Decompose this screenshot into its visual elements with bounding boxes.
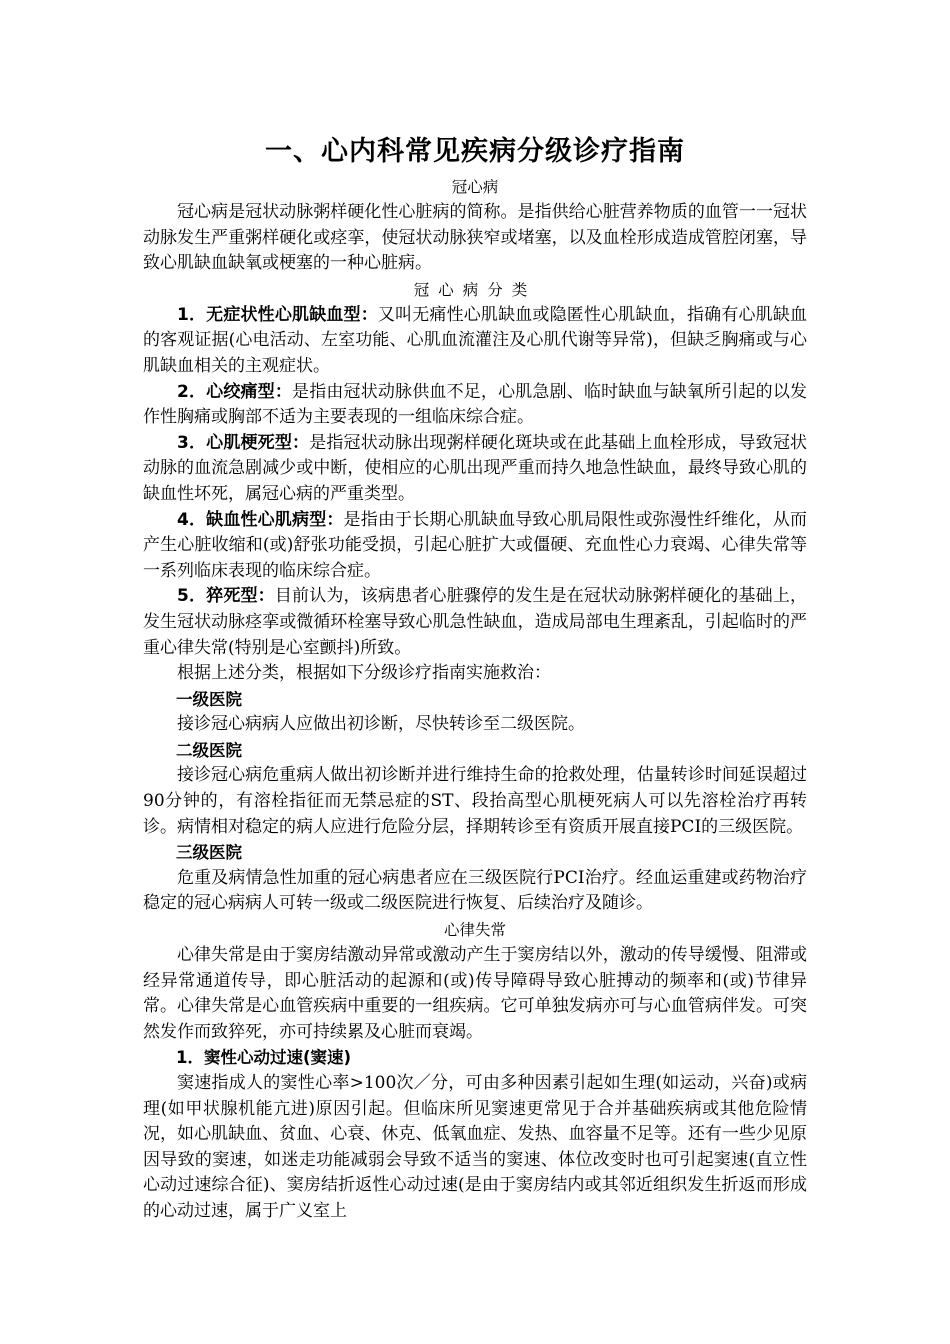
subsection-heading-sinus-tachycardia: 1．窦性心动过速(窦速) <box>176 1048 352 1068</box>
section-heading-classification: 冠心病分类 <box>413 280 537 299</box>
section-heading-chd: 冠心病 <box>451 178 499 196</box>
chd-type-label: 5．猝死型： <box>177 586 275 607</box>
chd-type-paragraph <box>143 380 807 431</box>
arrhythmia-intro-paragraph: 心律失常是由于窦房结激动异常或激动产生于窦房结以外，激动的传导缓慢、阻滞或经异常通道传导，即心脏活动的起源和(或)传导障碍导致心脏搏动的频率和(或)节律异常。心律失常是心血管疾病中重要的一组疾病。它可单独发病亦可与心血管病伴发。可突然发作而致猝死，亦可持续累及心脏而衰竭。 <box>143 945 807 1042</box>
chd-type-label: 1．无症状性心肌缺血型： <box>177 304 378 325</box>
chd-type-text: 目前认为，该病患者心脏骤停的发生是在冠状动脉粥样硬化的基础上，发生冠状动脉痉挛或微循环栓塞导致心肌急性缺血，造成局部电生理紊乱，引起临时的严重心律失常(特别是心室颤抖)所致。 <box>143 586 807 658</box>
chd-type-paragraph <box>143 303 807 380</box>
level-text-secondary: 接诊冠心病危重病人做出初诊断并进行维持生命的抢救处理，估量转诊时间延误超过90分钟的，有溶栓指征而无禁忌症的ST、段抬高型心肌梗死病人可以先溶栓治疗再转诊。病情相对稳定的病人应进行危险分层，择期转诊至有资质开展直接PCI的三级医院。 <box>143 765 807 837</box>
chd-type-label: 3．心肌梗死型： <box>177 432 310 453</box>
chd-type-label: 2．心绞痛型： <box>177 381 293 402</box>
level-heading-secondary: 二级医院 <box>176 740 242 760</box>
chd-type-paragraph <box>143 431 807 508</box>
chd-type-label: 4．缺血性心肌病型： <box>177 509 344 530</box>
level-text-primary: 接诊冠心病病人应做出初诊断，尽快转诊至二级医院。 <box>177 714 585 735</box>
page-title: 一、心内科常见疾病分级诊疗指南 <box>265 136 685 167</box>
document-body <box>143 134 807 1225</box>
sinus-tachycardia-paragraph: 窦速指成人的窦性心率>100次／分，可由多种因素引起如生理(如运动，兴奋)或病理(如甲状腺机能亢进)原因引起。但临床所见窦速更常见于合并基础疾病或其他危险情况，如心肌缺血、贫血、心衰、休克、低氧血症、发热、血容量不足等。还有一些少见原因导致的窦速，如迷走功能减弱会导致不适当的窦速、体位改变时也可引起窦速(直立性心动过速综合征)、窦房结折返性心动过速(是由于窦房结内或其邻近组织发生折返而形成的心动过速，属于广义室上 <box>143 1073 807 1221</box>
chd-type-text: 是指冠状动脉出现粥样硬化斑块或在此基础上血栓形成，导致冠状动脉的血流急剧减少或中断，使相应的心肌出现严重而持久地急性缺血，最终导致心肌的缺血性坏死，属冠心病的严重类型。 <box>143 432 807 504</box>
chd-type-text: 又叫无痛性心肌缺血或隐匿性心肌缺血，指确有心肌缺血的客观证据(心电活动、左室功能、心肌血流灌注及心肌代谢等异常)，但缺乏胸痛或与心肌缺血相关的主观症状。 <box>143 304 808 376</box>
chd-type-paragraph <box>143 508 807 585</box>
guide-intro-paragraph: 根据上述分类，根据如下分级诊疗指南实施救治： <box>177 663 551 684</box>
chd-intro-paragraph: 冠心病是冠状动脉粥样硬化性心脏病的简称。是指供给心脏营养物质的血管一一冠状动脉发生严重粥样硬化或痉挛，使冠状动脉狭窄或堵塞，以及血栓形成造成管腔闭塞，导致心肌缺血缺氧或梗塞的一种心脏病。 <box>143 202 807 274</box>
chd-type-text: 是指由于长期心肌缺血导致心肌局限性或弥漫性纤维化，从而产生心脏收缩和(或)舒张功能受损，引起心脏扩大或僵硬、充血性心力衰竭、心律失常等一系列临床表现的临床综合症。 <box>143 509 807 581</box>
chd-type-text: 是指由冠状动脉供血不足，心肌急剧、临时缺血与缺氧所引起的以发作性胸痛或胸部不适为主要表现的一组临床综合症。 <box>143 381 807 428</box>
level-heading-tertiary: 三级医院 <box>176 843 242 863</box>
level-text-tertiary: 危重及病情急性加重的冠心病患者应在三级医院行PCI治疗。经血运重建或药物治疗稳定的冠心病病人可转一级或二级医院进行恢复、后续治疗及随诊。 <box>143 867 807 914</box>
level-heading-primary: 一级医院 <box>176 689 242 709</box>
chd-type-paragraph <box>143 584 807 661</box>
section-heading-arrhythmia: 心律失常 <box>443 921 506 940</box>
